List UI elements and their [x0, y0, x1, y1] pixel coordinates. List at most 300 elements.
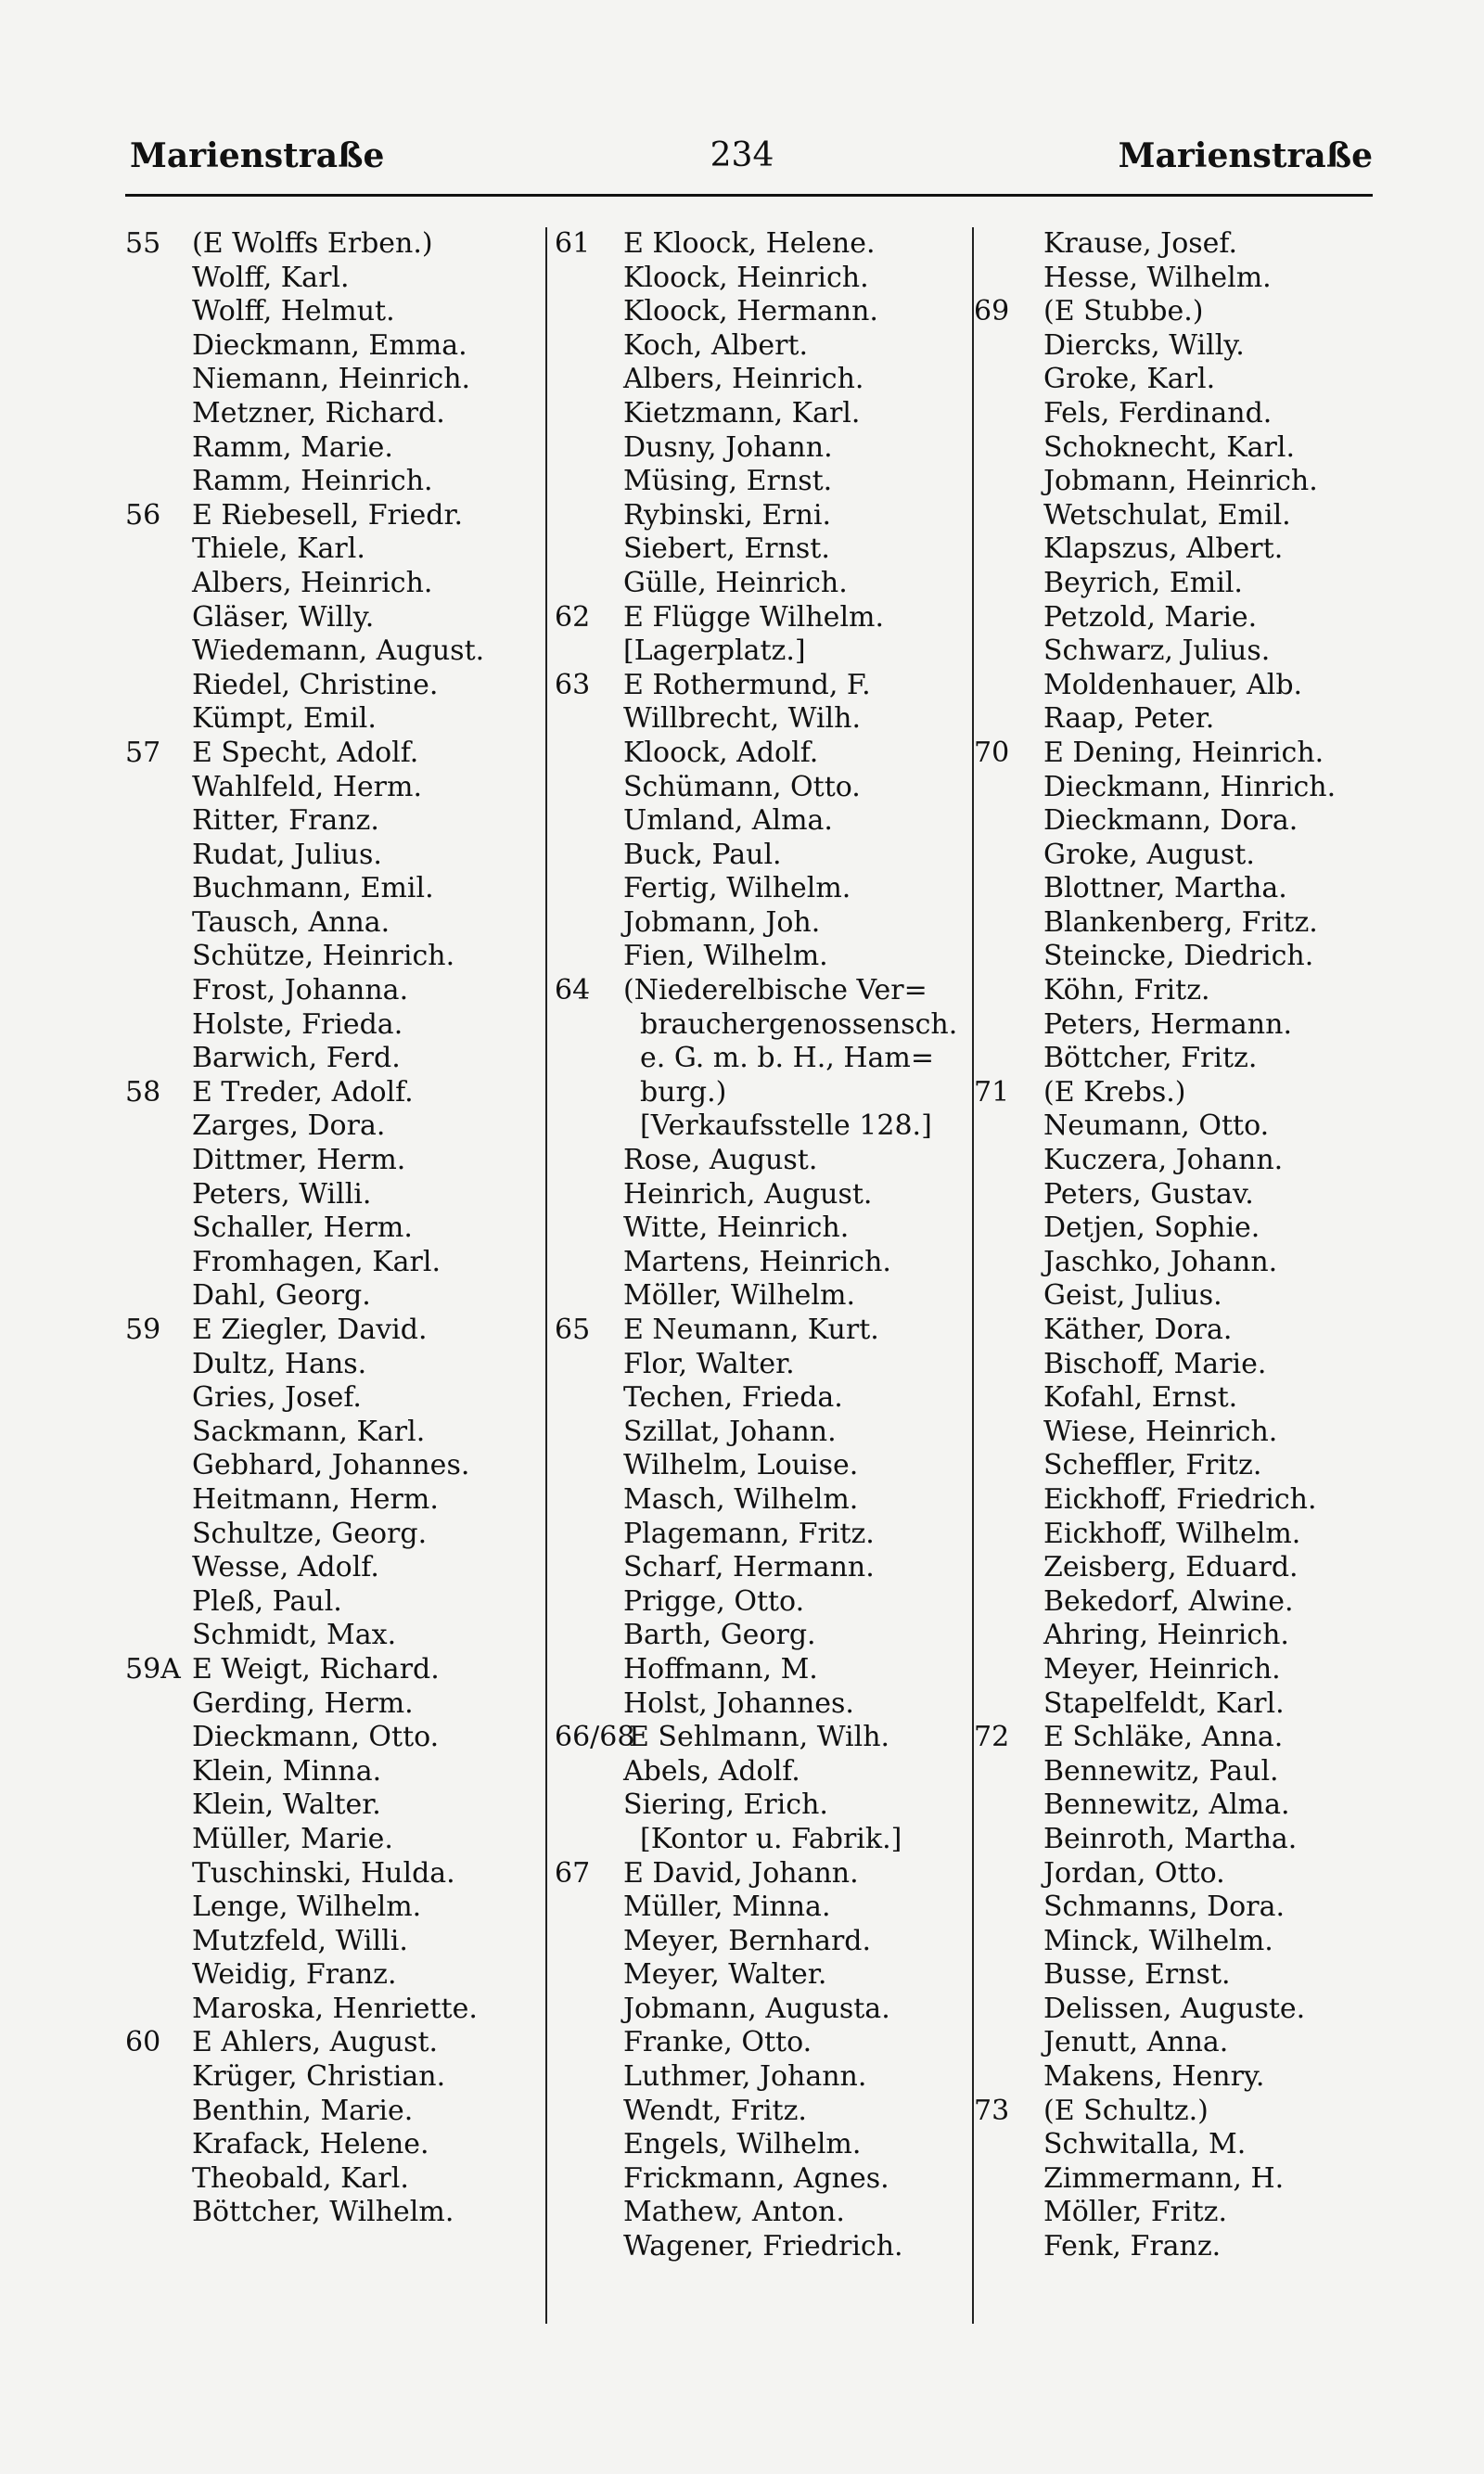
- directory-entry: [121, 1449, 543, 1483]
- directory-entry: [121, 1279, 543, 1314]
- directory-entry: [121, 262, 543, 296]
- directory-entry: [974, 2230, 1382, 2264]
- directory-entry: [121, 1144, 543, 1178]
- directory-entry: [121, 465, 543, 499]
- directory-entry: [547, 1891, 974, 1925]
- directory-entry: [974, 974, 1382, 1008]
- resident-name: Delissen, Auguste.: [1043, 1992, 1306, 2025]
- directory-entry: [547, 1788, 974, 1823]
- directory-entry: [974, 1619, 1382, 1653]
- directory-entry: [547, 2196, 974, 2230]
- directory-entry: [974, 1857, 1382, 1891]
- directory-entry: [547, 1687, 974, 1722]
- directory-entry: [121, 2095, 543, 2129]
- resident-name: Köhn, Fritz.: [1043, 974, 1210, 1007]
- directory-entry: [547, 2026, 974, 2060]
- directory-entry: [121, 906, 543, 941]
- directory-entry: [547, 1483, 974, 1518]
- resident-name: Siering, Erich.: [623, 1788, 828, 1822]
- directory-entry: [547, 1246, 974, 1280]
- resident-name: Kümpt, Emil.: [192, 702, 377, 736]
- resident-name: Steincke, Diedrich.: [1043, 940, 1314, 973]
- directory-entry: [974, 2196, 1382, 2230]
- resident-name: Abels, Adolf.: [623, 1754, 800, 1788]
- resident-name: Tuschinski, Hulda.: [192, 1856, 455, 1890]
- resident-name: Bennewitz, Paul.: [1043, 1754, 1279, 1788]
- house-number: 62: [555, 600, 591, 634]
- resident-name: Geist, Julius.: [1043, 1279, 1222, 1313]
- directory-entry: [547, 227, 974, 262]
- directory-entry: [547, 906, 974, 941]
- resident-name: Koch, Albert.: [623, 328, 809, 362]
- resident-name: Buck, Paul.: [623, 838, 782, 871]
- directory-entry: [974, 1348, 1382, 1382]
- resident-name: Kofahl, Ernst.: [1043, 1381, 1238, 1415]
- resident-name: Barth, Georg.: [623, 1619, 816, 1652]
- directory-entry: [121, 1211, 543, 1246]
- resident-name: Meyer, Heinrich.: [1043, 1652, 1281, 1686]
- directory-entry: [547, 1585, 974, 1620]
- directory-entry: [121, 1755, 543, 1789]
- directory-entry: [547, 601, 974, 635]
- directory-entry: [974, 839, 1382, 873]
- directory-entry: [547, 2128, 974, 2162]
- resident-name: E Schläke, Anna.: [1043, 1721, 1284, 1754]
- directory-entry: [121, 1958, 543, 1993]
- column-3: [972, 227, 1382, 2324]
- resident-name: Möller, Fritz.: [1043, 2196, 1227, 2229]
- directory-entry: [121, 601, 543, 635]
- directory-entry: [547, 2095, 974, 2129]
- resident-name: Dahl, Georg.: [192, 1279, 371, 1313]
- resident-name: Kloock, Heinrich.: [623, 261, 869, 294]
- directory-entry: [547, 1449, 974, 1483]
- directory-entry: [547, 1042, 974, 1076]
- directory-entry: [974, 804, 1382, 839]
- directory-entry: [121, 669, 543, 703]
- resident-name: Peters, Hermann.: [1043, 1007, 1292, 1041]
- directory-entry: [974, 771, 1382, 805]
- directory-entry: [121, 635, 543, 669]
- house-number: 57: [125, 736, 161, 769]
- house-number: 72: [974, 1721, 1010, 1754]
- resident-name: Mathew, Anton.: [623, 2196, 845, 2229]
- resident-name: Willbrecht, Wilh.: [623, 702, 861, 736]
- house-number: 59A: [125, 1652, 181, 1686]
- column-2: [545, 227, 974, 2324]
- resident-name: Dultz, Hans.: [192, 1347, 367, 1380]
- directory-entry: [974, 1518, 1382, 1552]
- directory-entry: [547, 1314, 974, 1348]
- directory-entry: [121, 1925, 543, 1959]
- directory-entry: [121, 1585, 543, 1620]
- directory-entry: [547, 532, 974, 567]
- resident-name: Krafack, Helene.: [192, 2128, 429, 2161]
- resident-name: Makens, Henry.: [1043, 2060, 1265, 2094]
- resident-name: Groke, Karl.: [1043, 363, 1216, 396]
- directory-entry: [121, 1483, 543, 1518]
- resident-name: Beinroth, Martha.: [1043, 1822, 1298, 1855]
- directory-entry: [547, 872, 974, 906]
- directory-entry: [547, 1211, 974, 1246]
- directory-entry: [121, 1076, 543, 1110]
- directory-entry: [547, 1958, 974, 1993]
- resident-name: Rybinski, Erni.: [623, 498, 832, 532]
- directory-entry: [974, 1687, 1382, 1722]
- resident-name: Bekedorf, Alwine.: [1043, 1584, 1294, 1618]
- resident-name: E Weigt, Richard.: [192, 1652, 440, 1686]
- resident-name: [Lagerplatz.]: [623, 635, 806, 668]
- house-number: 61: [555, 227, 591, 260]
- resident-name: Krüger, Christian.: [192, 2060, 446, 2094]
- directory-entry: [547, 1653, 974, 1687]
- resident-name: (Niederelbische Ver=: [623, 974, 928, 1007]
- resident-name: Jobmann, Heinrich.: [1043, 465, 1318, 498]
- resident-name: Neumann, Otto.: [1043, 1109, 1270, 1143]
- directory-entry: [121, 1687, 543, 1722]
- resident-name: Käther, Dora.: [1043, 1314, 1233, 1346]
- directory-entry: [121, 295, 543, 329]
- resident-name: Meyer, Walter.: [623, 1958, 827, 1992]
- directory-entry: [547, 737, 974, 771]
- resident-name: Petzold, Marie.: [1043, 600, 1258, 634]
- resident-name: Ramm, Marie.: [192, 430, 393, 464]
- directory-entry: [121, 1993, 543, 2027]
- resident-name: Müller, Minna.: [623, 1891, 831, 1924]
- resident-name: Wiese, Heinrich.: [1043, 1415, 1278, 1448]
- column-1: [121, 227, 543, 2324]
- directory-entry: [121, 1348, 543, 1382]
- resident-name: Szillat, Johann.: [623, 1415, 837, 1448]
- directory-entry: [547, 1721, 974, 1755]
- resident-name: Wesse, Adolf.: [192, 1551, 379, 1584]
- directory-entry: [547, 1076, 974, 1110]
- resident-name: Eickhoff, Friedrich.: [1043, 1482, 1317, 1516]
- directory-entry: [121, 431, 543, 466]
- resident-name: (E Krebs.): [1043, 1075, 1186, 1109]
- resident-name: Schmidt, Max.: [192, 1619, 397, 1652]
- resident-name: Flor, Walter.: [623, 1347, 795, 1380]
- directory-entry: [121, 872, 543, 906]
- resident-name: Heinrich, August.: [623, 1177, 873, 1211]
- resident-name: Jaschko, Johann.: [1043, 1245, 1278, 1278]
- directory-entry: [121, 737, 543, 771]
- resident-name: Blankenberg, Fritz.: [1043, 905, 1318, 939]
- resident-name: (E Wolffs Erben.): [192, 227, 433, 260]
- resident-name: Fenk, Franz.: [1043, 2230, 1222, 2263]
- resident-name: Jenutt, Anna.: [1043, 2026, 1229, 2059]
- resident-name: Minck, Wilhelm.: [1043, 1924, 1273, 1957]
- resident-name: Tausch, Anna.: [192, 905, 390, 939]
- resident-name: Blottner, Martha.: [1043, 872, 1287, 905]
- directory-entry: [121, 839, 543, 873]
- directory-entry: [547, 1823, 974, 1857]
- house-number: 59: [125, 1314, 161, 1346]
- resident-name: Fels, Ferdinand.: [1043, 396, 1273, 429]
- directory-entry: [121, 227, 543, 262]
- resident-name: Jobmann, Augusta.: [623, 1992, 890, 2025]
- directory-entry: [974, 2128, 1382, 2162]
- resident-name: Gülle, Heinrich.: [623, 566, 848, 599]
- house-number: 64: [555, 974, 591, 1007]
- resident-name: Heitmann, Herm.: [192, 1482, 439, 1516]
- directory-entry: [974, 906, 1382, 941]
- directory-entry: [121, 1551, 543, 1585]
- resident-name: Peters, Willi.: [192, 1177, 372, 1211]
- directory-entry: [121, 771, 543, 805]
- directory-entry: [121, 1008, 543, 1043]
- directory-entry: [974, 397, 1382, 431]
- directory-entry: [547, 669, 974, 703]
- resident-name: E Ahlers, August.: [192, 2026, 439, 2059]
- resident-name: Martens, Heinrich.: [623, 1245, 891, 1278]
- directory-entry: [974, 702, 1382, 737]
- directory-entry: [974, 227, 1382, 262]
- directory-entry: [121, 2128, 543, 2162]
- resident-name: Riedel, Christine.: [192, 668, 439, 701]
- directory-entry: [121, 1381, 543, 1416]
- resident-name: brauchergenossensch.: [640, 1007, 958, 1041]
- resident-name: Thiele, Karl.: [192, 532, 365, 566]
- directory-entry: [121, 567, 543, 601]
- directory-entry: [547, 1008, 974, 1043]
- house-number: 58: [125, 1075, 161, 1109]
- resident-name: Frickmann, Agnes.: [623, 2161, 889, 2195]
- resident-name: Zimmermann, H.: [1043, 2161, 1285, 2195]
- resident-name: E Dening, Heinrich.: [1043, 736, 1324, 769]
- resident-name: Mutzfeld, Willi.: [192, 1924, 408, 1957]
- directory-entry: [974, 1891, 1382, 1925]
- resident-name: Rudat, Julius.: [192, 838, 382, 871]
- directory-entry: [974, 431, 1382, 466]
- directory-entry: [121, 974, 543, 1008]
- resident-name: Wetschulat, Emil.: [1043, 498, 1291, 532]
- resident-name: Meyer, Bernhard.: [623, 1924, 872, 1957]
- directory-entry: [974, 329, 1382, 364]
- resident-name: Prigge, Otto.: [623, 1584, 805, 1618]
- directory-entry: [974, 1483, 1382, 1518]
- resident-name: Ahring, Heinrich.: [1043, 1619, 1289, 1652]
- resident-name: Bischoff, Marie.: [1043, 1347, 1267, 1380]
- resident-name: Hesse, Wilhelm.: [1043, 261, 1272, 294]
- directory-entry: [547, 974, 974, 1008]
- resident-name: Schmanns, Dora.: [1043, 1891, 1285, 1924]
- resident-name: Dusny, Johann.: [623, 430, 833, 464]
- resident-name: Detjen, Sophie.: [1043, 1211, 1260, 1245]
- directory-entry: [121, 2162, 543, 2197]
- resident-name: Franke, Otto.: [623, 2026, 812, 2059]
- house-number: 67: [555, 1856, 591, 1890]
- resident-name: Böttcher, Wilhelm.: [192, 2196, 454, 2229]
- directory-entry: [974, 1042, 1382, 1076]
- directory-entry: [547, 839, 974, 873]
- resident-name: Fien, Wilhelm.: [623, 940, 828, 973]
- resident-name: Scheffler, Fritz.: [1043, 1449, 1262, 1482]
- resident-name: Gebhard, Johannes.: [192, 1449, 470, 1482]
- directory-entry: [547, 363, 974, 397]
- directory-entry: [547, 262, 974, 296]
- directory-entry: [974, 1755, 1382, 1789]
- resident-name: Fertig, Wilhelm.: [623, 872, 851, 905]
- resident-name: Groke, August.: [1043, 838, 1255, 871]
- resident-name: E Specht, Adolf.: [192, 736, 419, 769]
- resident-name: Techen, Frieda.: [623, 1381, 843, 1415]
- resident-name: Diercks, Willy.: [1043, 328, 1245, 362]
- directory-entry: [547, 1619, 974, 1653]
- directory-entry: [974, 465, 1382, 499]
- resident-name: Metzner, Richard.: [192, 396, 445, 429]
- directory-entry: [974, 1109, 1382, 1144]
- resident-name: Raap, Peter.: [1043, 702, 1215, 736]
- directory-entry: [974, 1178, 1382, 1212]
- directory-entry: [974, 2162, 1382, 2197]
- resident-name: Dieckmann, Otto.: [192, 1721, 440, 1754]
- resident-name: Beyrich, Emil.: [1043, 566, 1243, 599]
- directory-entry: [974, 2060, 1382, 2095]
- resident-name: Peters, Gustav.: [1043, 1177, 1254, 1211]
- resident-name: Gerding, Herm.: [192, 1686, 414, 1720]
- resident-name: E David, Johann.: [623, 1856, 859, 1890]
- directory-entry: [974, 1381, 1382, 1416]
- directory-entry: [547, 2162, 974, 2197]
- directory-entry: [547, 1144, 974, 1178]
- directory-entry: [974, 1958, 1382, 1993]
- directory-entry: [121, 363, 543, 397]
- resident-name: Jordan, Otto.: [1043, 1856, 1225, 1890]
- directory-entry: [974, 1585, 1382, 1620]
- resident-name: Dieckmann, Hinrich.: [1043, 770, 1337, 803]
- resident-name: Schümann, Otto.: [623, 770, 861, 803]
- directory-entry: [547, 1381, 974, 1416]
- directory-entry: [974, 1993, 1382, 2027]
- resident-name: Wilhelm, Louise.: [623, 1449, 859, 1482]
- resident-name: Krause, Josef.: [1043, 227, 1237, 260]
- directory-entry: [974, 1211, 1382, 1246]
- directory-entry: [121, 1416, 543, 1450]
- directory-entry: [974, 737, 1382, 771]
- resident-name: Luthmer, Johann.: [623, 2060, 867, 2094]
- resident-name: Lenge, Wilhelm.: [192, 1891, 422, 1924]
- directory-entry: [121, 397, 543, 431]
- directory-entry: [974, 1076, 1382, 1110]
- directory-entry: [974, 1449, 1382, 1483]
- resident-name: Schoknecht, Karl.: [1043, 430, 1296, 464]
- directory-entry: [547, 1551, 974, 1585]
- directory-entry: [974, 1008, 1382, 1043]
- directory-entry: [121, 1518, 543, 1552]
- directory-entry: [121, 1823, 543, 1857]
- directory-entry: [974, 1823, 1382, 1857]
- directory-entry: [974, 601, 1382, 635]
- directory-entry: [547, 635, 974, 669]
- directory-entry: [121, 2060, 543, 2095]
- resident-name: Müller, Marie.: [192, 1822, 393, 1855]
- resident-name: Witte, Heinrich.: [623, 1211, 850, 1245]
- resident-name: Ritter, Franz.: [192, 804, 379, 838]
- directory-entry: [974, 940, 1382, 974]
- resident-name: E Sehlmann, Wilh.: [629, 1721, 890, 1754]
- resident-name: Stapelfeldt, Karl.: [1043, 1686, 1285, 1720]
- directory-entry: [121, 1653, 543, 1687]
- house-number: 60: [125, 2026, 161, 2059]
- header-rule: [125, 194, 1373, 197]
- directory-entry: [121, 702, 543, 737]
- resident-name: e. G. m. b. H., Ham=: [640, 1042, 934, 1075]
- directory-entry: [974, 262, 1382, 296]
- directory-entry: [974, 1551, 1382, 1585]
- resident-name: Barwich, Ferd.: [192, 1042, 401, 1075]
- resident-name: Albers, Heinrich.: [192, 566, 433, 599]
- directory-entry: [974, 363, 1382, 397]
- directory-entry: [974, 2095, 1382, 2129]
- resident-name: Wolff, Helmut.: [192, 295, 395, 328]
- resident-name: Dittmer, Herm.: [192, 1144, 406, 1177]
- directory-entry: [974, 295, 1382, 329]
- directory-entry: [974, 1653, 1382, 1687]
- resident-name: Möller, Wilhelm.: [623, 1279, 855, 1313]
- directory-entry: [121, 1857, 543, 1891]
- resident-name: Hoffmann, M.: [623, 1652, 818, 1686]
- house-number: 70: [974, 736, 1010, 769]
- resident-name: [Verkaufsstelle 128.]: [640, 1109, 932, 1143]
- resident-name: Kietzmann, Karl.: [623, 396, 861, 429]
- resident-name: Siebert, Ernst.: [623, 532, 830, 566]
- resident-name: Kuczera, Johann.: [1043, 1144, 1284, 1177]
- resident-name: Wiedemann, August.: [192, 635, 485, 668]
- directory-entry: [974, 872, 1382, 906]
- directory-entry: [974, 567, 1382, 601]
- resident-name: Engels, Wilhelm.: [623, 2128, 862, 2161]
- house-number: 63: [555, 668, 591, 701]
- directory-entry: [121, 1314, 543, 1348]
- page-number: 234: [710, 136, 774, 174]
- directory-entry: [121, 1788, 543, 1823]
- resident-name: Wahlfeld, Herm.: [192, 770, 422, 803]
- directory-entry: [547, 1109, 974, 1144]
- directory-entry: [974, 1721, 1382, 1755]
- directory-entry: [547, 1178, 974, 1212]
- resident-name: Wendt, Fritz.: [623, 2094, 807, 2127]
- directory-entry: [547, 1518, 974, 1552]
- directory-entry: [547, 499, 974, 533]
- directory-entry: [547, 1416, 974, 1450]
- directory-entry: [547, 804, 974, 839]
- resident-name: [Kontor u. Fabrik.]: [640, 1822, 902, 1855]
- directory-entry: [974, 669, 1382, 703]
- directory-entry: [974, 1246, 1382, 1280]
- resident-name: E Treder, Adolf.: [192, 1075, 414, 1109]
- resident-name: Zarges, Dora.: [192, 1109, 386, 1143]
- resident-name: Kloock, Adolf.: [623, 736, 819, 769]
- house-number: 55: [125, 227, 161, 260]
- resident-name: Schultze, Georg.: [192, 1517, 428, 1550]
- resident-name: Pleß, Paul.: [192, 1584, 342, 1618]
- directory-entry: [547, 1993, 974, 2027]
- house-number: 69: [974, 295, 1010, 328]
- resident-name: Wagener, Friedrich.: [623, 2230, 903, 2263]
- directory-entry: [121, 1109, 543, 1144]
- directory-entry: [974, 1144, 1382, 1178]
- resident-name: (E Schultz.): [1043, 2094, 1209, 2127]
- resident-name: Holste, Frieda.: [192, 1007, 403, 1041]
- resident-name: Frost, Johanna.: [192, 974, 409, 1007]
- running-head-left: Marienstraße: [130, 136, 385, 175]
- resident-name: Schaller, Herm.: [192, 1211, 413, 1245]
- resident-name: Zeisberg, Eduard.: [1043, 1551, 1298, 1584]
- resident-name: E Rothermund, F.: [623, 668, 871, 701]
- house-number: 73: [974, 2094, 1010, 2127]
- resident-name: E Ziegler, David.: [192, 1314, 428, 1346]
